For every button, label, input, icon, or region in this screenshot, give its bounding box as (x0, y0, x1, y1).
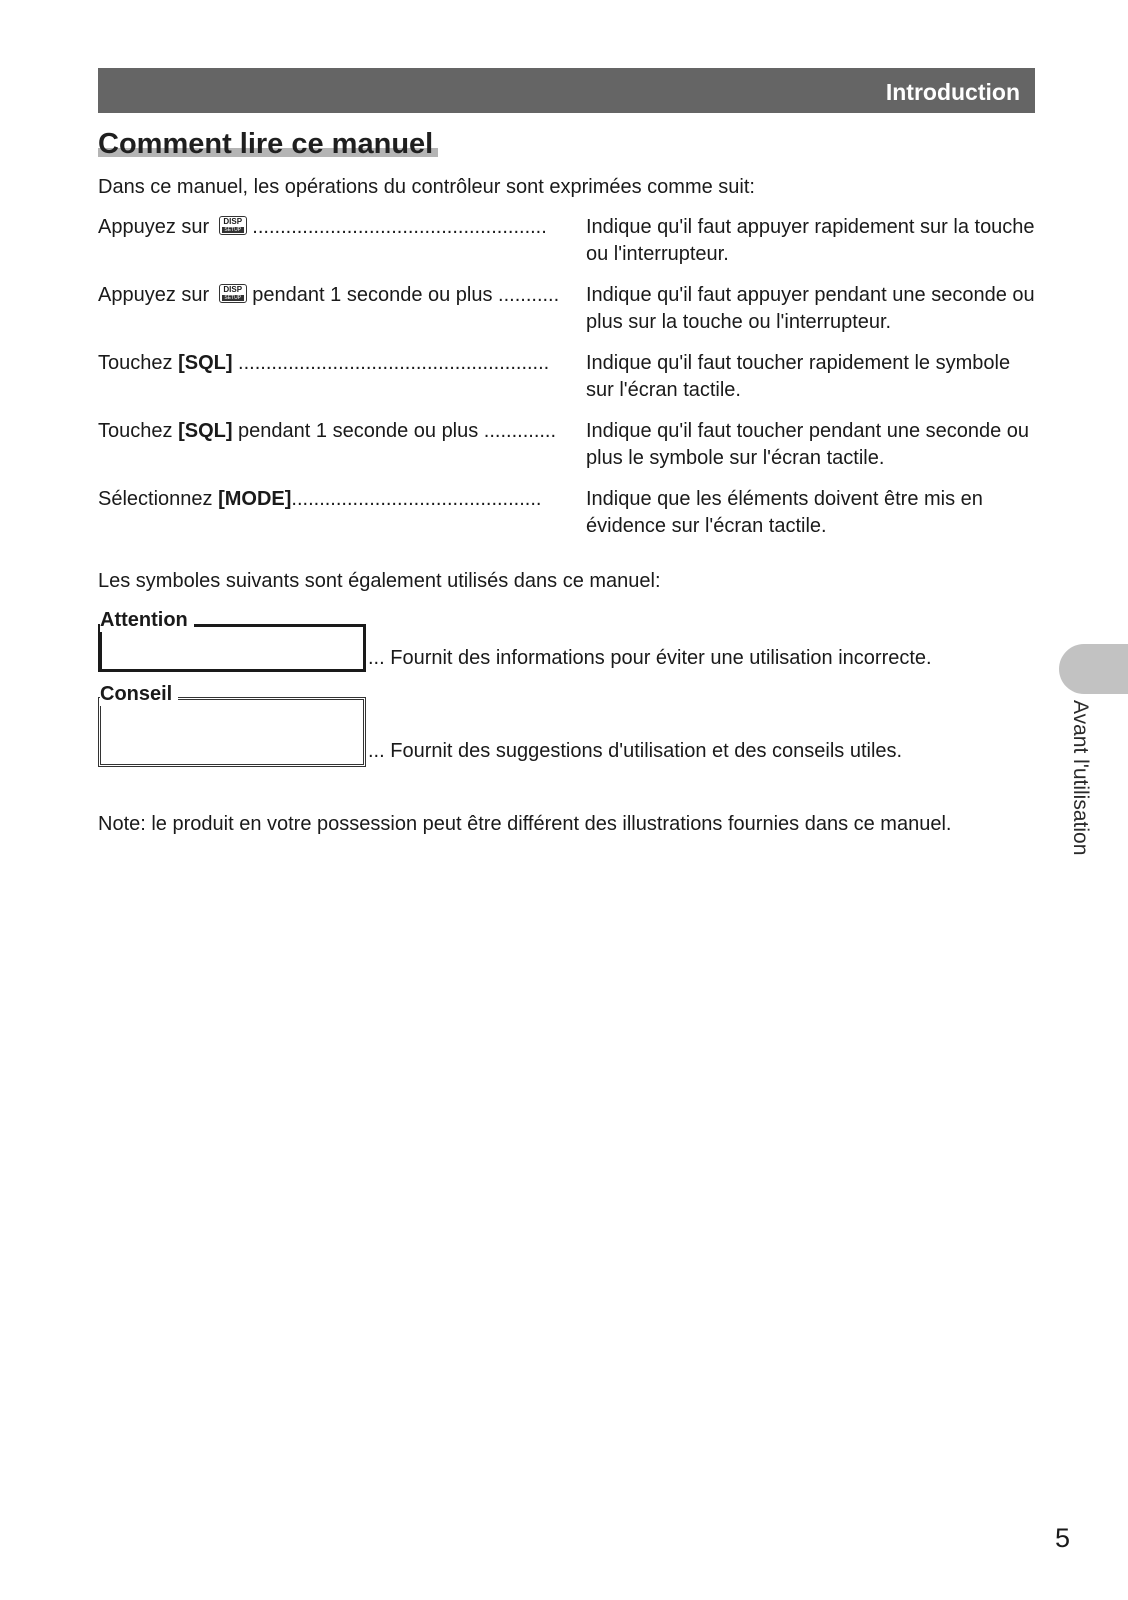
instruction-description: Indique qu'il faut appuyer pendant une seconde ou plus sur la touche ou l'interrupteur. (586, 284, 1035, 333)
conseil-box (98, 697, 366, 767)
side-tab-label: Avant l'utilisation (1069, 700, 1092, 856)
action-prefix: Appuyez sur (98, 216, 215, 238)
note-text: Note: le produit en votre possession peut être différent des illustrations fournies dans ce manuel. (98, 813, 952, 835)
action-symbol: [SQL] (178, 420, 233, 442)
disp-setup-key-icon (219, 284, 247, 303)
action-suffix: pendant 1 seconde ou plus ............. (232, 420, 557, 442)
intro-text: Dans ce manuel, les opérations du contrôleur sont exprimées comme suit: (98, 176, 755, 198)
action-prefix: Touchez (98, 352, 179, 374)
action-suffix: ............................................. (291, 488, 542, 510)
instruction-action (98, 418, 586, 445)
instruction-action (98, 282, 586, 309)
section-header-label: Introduction (885, 79, 1020, 105)
action-prefix: Touchez (98, 420, 179, 442)
action-suffix: pendant 1 seconde ou plus ........... (246, 284, 560, 306)
page-number: 5 (1055, 1523, 1071, 1553)
instruction-action (98, 350, 586, 377)
key-top-label: DISP (223, 217, 243, 226)
symbols-intro-text: Les symboles suivants sont également utilisés dans ce manuel: (98, 570, 661, 592)
page-title: Comment lire ce manuel (98, 128, 434, 160)
action-symbol: [SQL] (178, 352, 233, 374)
instruction-description: Indique qu'il faut toucher rapidement le symbole sur l'écran tactile. (586, 352, 1011, 401)
instruction-action (98, 214, 586, 241)
instruction-description: Indique qu'il faut appuyer rapidement sur la touche ou l'interrupteur. (586, 216, 1035, 265)
attention-label: Attention (100, 609, 194, 632)
instruction-action (98, 486, 586, 513)
disp-setup-key-icon (219, 216, 247, 235)
conseil-label: Conseil (100, 683, 178, 706)
section-header-bar (98, 68, 1035, 113)
attention-description: ... Fournit des informations pour éviter une utilisation incorrecte. (368, 647, 932, 669)
instruction-description: Indique que les éléments doivent être mis en évidence sur l'écran tactile. (586, 488, 983, 537)
side-tab (1059, 644, 1128, 694)
action-prefix: Sélectionnez (98, 488, 219, 510)
action-suffix: ........................................................ (232, 352, 550, 374)
key-top-label: DISP (223, 285, 243, 294)
action-symbol: [MODE] (218, 488, 292, 510)
conseil-description: ... Fournit des suggestions d'utilisation et des conseils utiles. (368, 740, 903, 762)
key-bottom-label: SETUP (222, 227, 244, 233)
instruction-description: Indique qu'il faut toucher pendant une seconde ou plus le symbole sur l'écran tactile. (586, 420, 1030, 469)
action-prefix: Appuyez sur (98, 284, 215, 306)
action-suffix: ..................................................... (246, 216, 547, 238)
key-bottom-label: SETUP (222, 295, 244, 301)
